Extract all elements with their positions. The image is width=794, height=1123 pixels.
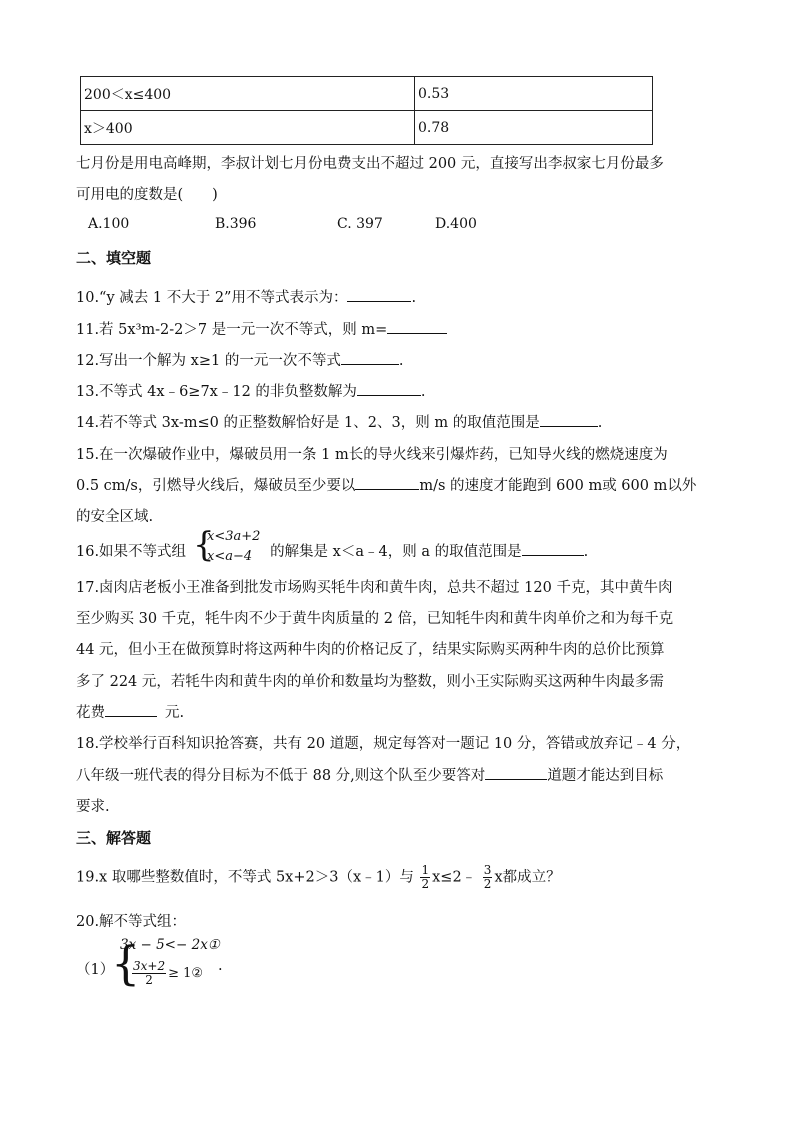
q15-line2b: m/s 的速度才能跑到 600 m或 600 m以外 xyxy=(419,478,697,494)
choice-a: A.100 xyxy=(88,216,130,232)
answer-blank xyxy=(341,350,399,365)
q11-text: 11.若 5x³m-2-2＞7 是一元一次不等式，则 m= xyxy=(76,322,388,338)
q19-text3: x都成立？ xyxy=(494,869,561,886)
fraction-eq2: $\frac{3x+2}{2}$ xyxy=(133,959,166,987)
q15-line1: 15.在一次爆破作业中，爆破员用一条 1 m长的导火线来引爆炸药，已知导火线的燃烧速度为 xyxy=(76,447,668,463)
price-table xyxy=(80,76,653,145)
answer-blank xyxy=(540,412,598,427)
section-fill-blank-heading: 二、填空题 xyxy=(76,249,152,267)
q16-end: . xyxy=(583,544,589,560)
q17-line3: 44 元，但小王在做预算时将这两种牛肉的价格记反了，结果实际购买两种牛肉的总价比预算 xyxy=(76,642,665,658)
answer-blank xyxy=(485,765,547,780)
q10-end: . xyxy=(411,290,417,306)
q20-eq1: 3x − 5<− 2x① xyxy=(120,937,220,953)
q11 xyxy=(76,318,447,339)
q14 xyxy=(76,411,602,432)
q15-line3: 的安全区域. xyxy=(76,509,154,525)
q9-line2: 可用电的度数是( ) xyxy=(76,187,218,203)
q19-text1: 19.x 取哪些整数值时，不等式 5x+2＞3（x﹣1）与 xyxy=(76,869,419,886)
q20-eq2-rhs: ≥ 1② xyxy=(168,966,204,981)
q12-end: . xyxy=(398,353,404,369)
q15-line2a: 0.5 cm/s，引燃导火线后，爆破员至少要以 xyxy=(76,478,356,494)
table-row xyxy=(81,77,653,111)
q18-line3: 要求. xyxy=(76,799,110,815)
q13-end: . xyxy=(420,384,426,400)
choice-c: C. 397 xyxy=(337,216,383,232)
table-cell-range: 200＜x≤400 xyxy=(81,77,415,111)
answer-blank xyxy=(522,541,584,556)
q14-text: 14.若不等式 3x-m≤0 的正整数解恰好是 1、2、3，则 m 的取值范围是 xyxy=(76,415,540,431)
q15-line2 xyxy=(76,474,696,495)
q12-text: 12.写出一个解为 x≥1 的一元一次不等式 xyxy=(76,353,341,369)
choice-d: D.400 xyxy=(435,216,477,232)
q14-end: . xyxy=(597,415,603,431)
q20-title: 20.解不等式组： xyxy=(76,914,187,930)
q18-line2a: 八年级一班代表的得分目标为不低于 88 分,则这个队至少要答对 xyxy=(76,768,486,784)
q17-line5 xyxy=(76,701,184,722)
q10 xyxy=(76,286,416,307)
choice-b: B.396 xyxy=(215,216,257,232)
q19-text2: x≤2﹣ xyxy=(432,869,481,886)
q16-system-eq2: x<a−4 xyxy=(207,549,253,564)
fraction-three-halves: $\frac{3}{2}$ xyxy=(483,863,492,891)
q18-line1: 18.学校举行百科知识抢答赛，共有 20 道题，规定每答对一题记 10 分，答错或放弃记﹣4 分， xyxy=(76,736,691,752)
q20-label: （1） xyxy=(76,962,115,978)
q17-line5b: 元. xyxy=(165,705,185,721)
q16-text: 的解集是 x＜a﹣4，则 a 的取值范围是 xyxy=(270,544,522,560)
q17-line2: 至少购买 30 千克，牦牛肉不少于黄牛肉质量的 2 倍，已知牦牛肉和黄牛肉单价之和为每千克 xyxy=(76,611,674,627)
q17-line4: 多了 224 元，若牦牛肉和黄牛肉的单价和数量均为整数，则小王实际购买这两种牛肉最多需 xyxy=(76,674,664,690)
answer-blank xyxy=(357,381,421,396)
system-brace: { xyxy=(193,525,215,565)
answer-blank xyxy=(347,287,411,302)
q19 xyxy=(76,864,561,891)
q16-prefix: 16.如果不等式组 xyxy=(76,544,187,560)
q13 xyxy=(76,380,426,401)
q20-eq2 xyxy=(130,960,203,987)
q17-line5a: 花费 xyxy=(76,705,105,721)
table-cell-price: 0.53 xyxy=(415,77,653,111)
fraction-one-half: $\frac{1}{2}$ xyxy=(421,863,430,891)
table-cell-range: x＞400 xyxy=(81,111,415,145)
answer-blank xyxy=(387,319,447,334)
q12 xyxy=(76,349,403,370)
q18-line2 xyxy=(76,764,663,785)
section-answer-heading: 三、解答题 xyxy=(76,829,152,847)
system-brace: { xyxy=(111,936,141,990)
q10-text: 10.“y 减去 1 不大于 2”用不等式表示为： xyxy=(76,290,348,306)
q9-line1: 七月份是用电高峰期，李叔计划七月份电费支出不超过 200 元，直接写出李叔家七月份最多 xyxy=(76,156,664,172)
q16-system-eq1: x<3a+2 xyxy=(207,529,261,544)
table-row xyxy=(81,111,653,145)
q18-line2b: 道题才能达到目标 xyxy=(547,768,664,784)
answer-blank xyxy=(355,475,419,490)
q20-end: . xyxy=(218,958,223,974)
answer-blank xyxy=(105,702,157,717)
table-cell-price: 0.78 xyxy=(415,111,653,145)
q17-line1: 17.卤肉店老板小王准备到批发市场购买牦牛肉和黄牛肉，总共不超过 120 千克，其中黄牛肉 xyxy=(76,580,673,596)
q13-text: 13.不等式 4x﹣6≥7x﹣12 的非负整数解为 xyxy=(76,384,357,400)
q16 xyxy=(76,540,588,561)
